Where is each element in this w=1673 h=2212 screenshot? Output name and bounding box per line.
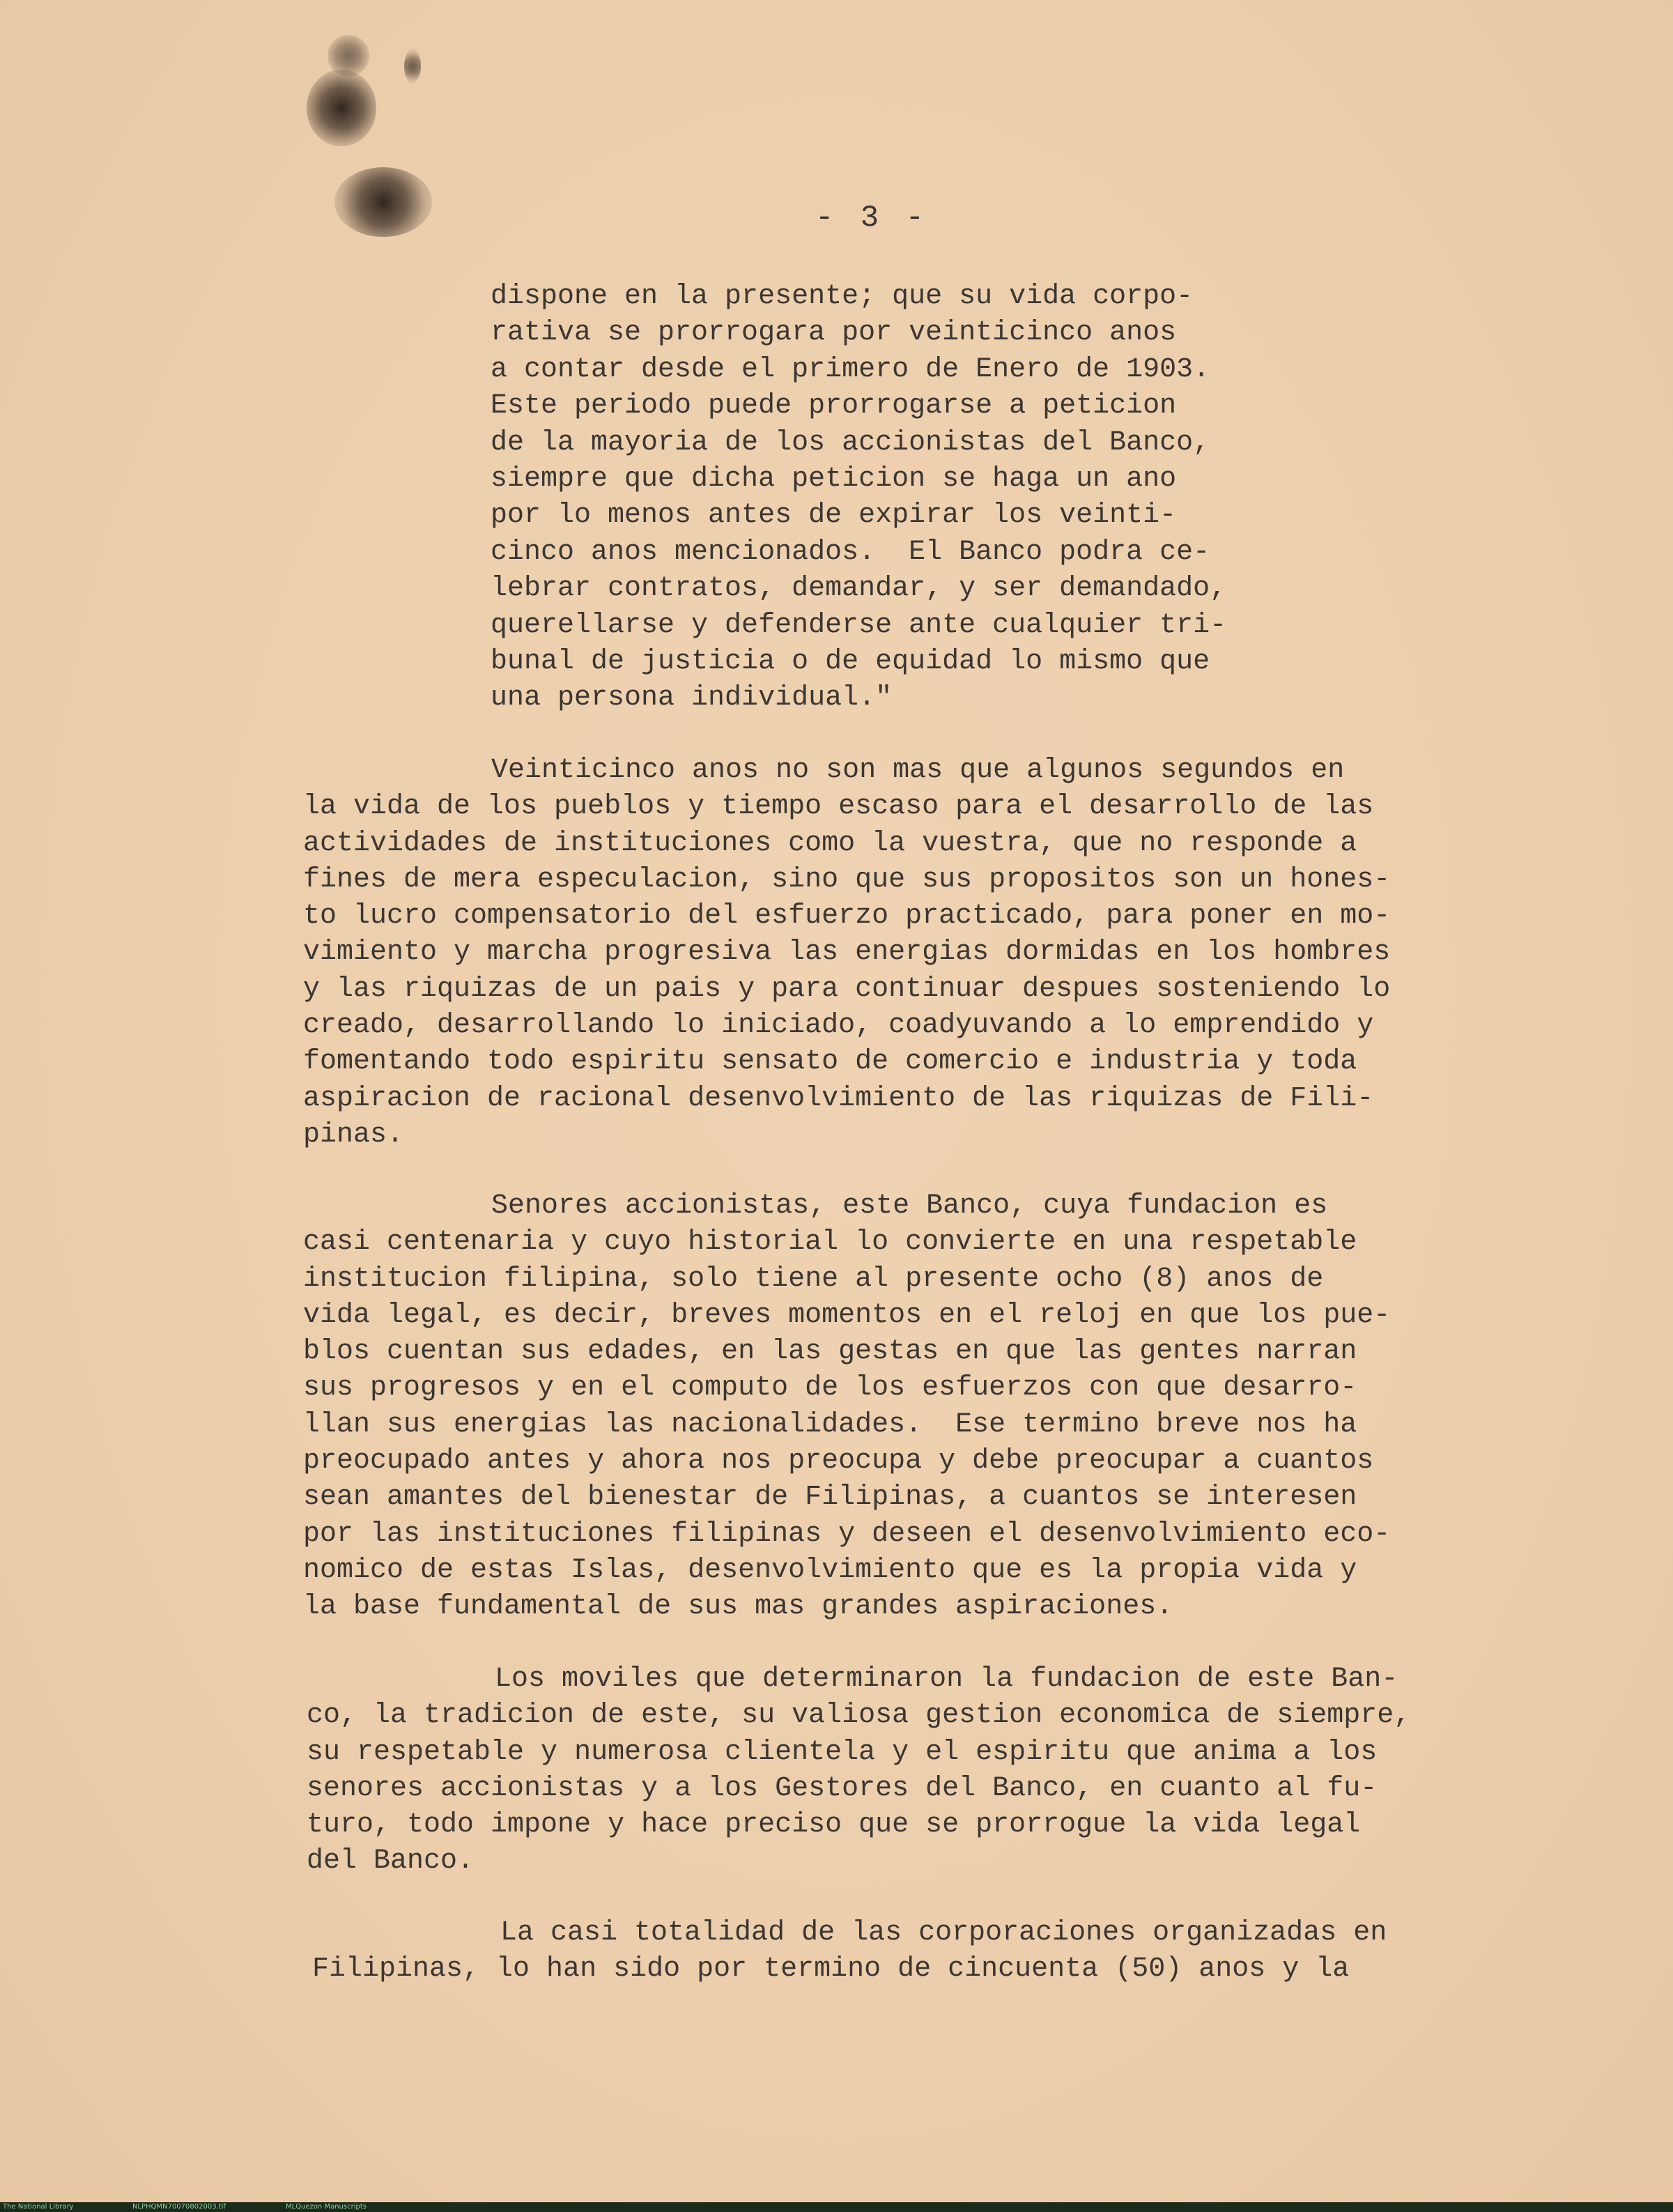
text-line: aspiracion de racional desenvolvimiento de las riquizas de Fili- bbox=[303, 1082, 1374, 1114]
text-line: to lucro compensatorio del esfuerzo practicado, para poner en mo- bbox=[303, 900, 1391, 932]
text-line: Senores accionistas, este Banco, cuya fundacion es bbox=[491, 1190, 1328, 1222]
text-line: rativa se prorrogara por veinticinco anos bbox=[491, 317, 1177, 349]
text-line: sus progresos y en el computo de los esfuerzos con que desarro- bbox=[303, 1372, 1357, 1404]
text-line: Veinticinco anos no son mas que algunos segundos en bbox=[491, 755, 1345, 786]
text-line: del Banco. bbox=[307, 1845, 475, 1877]
text-line: vimiento y marcha progresiva las energias dormidas en los hombres bbox=[303, 937, 1391, 969]
paragraph bbox=[303, 1188, 1488, 1626]
scan-footer-bar bbox=[0, 2202, 1673, 2212]
text-line: su respetable y numerosa clientela y el espiritu que anima a los bbox=[307, 1736, 1378, 1768]
text-line: por lo menos antes de expirar los veinti- bbox=[491, 500, 1177, 532]
text-line: sean amantes del bienestar de Filipinas, a cuantos se interesen bbox=[303, 1482, 1357, 1514]
ink-stain bbox=[404, 49, 421, 84]
quoted-passage bbox=[491, 279, 1480, 717]
text-line: institucion filipina, solo tiene al presente ocho (8) anos de bbox=[303, 1263, 1324, 1295]
text-line: preocupado antes y ahora nos preocupa y debe preocupar a cuantos bbox=[303, 1445, 1374, 1477]
text-line: nomico de estas Islas, desenvolvimiento que es la propia vida y bbox=[303, 1554, 1357, 1586]
text-line: casi centenaria y cuyo historial lo convierte en una respetable bbox=[303, 1227, 1357, 1259]
text-line: y las riquizas de un pais y para continuar despues sosteniendo lo bbox=[303, 973, 1391, 1005]
text-line: vida legal, es decir, breves momentos en el reloj en que los pue- bbox=[303, 1299, 1391, 1331]
text-line: cinco anos mencionados. El Banco podra ce- bbox=[491, 536, 1210, 568]
text-line: querellarse y defenderse ante cualquier tri- bbox=[491, 609, 1227, 641]
text-line: dispone en la presente; que su vida corpo- bbox=[491, 281, 1194, 312]
ink-stain bbox=[307, 70, 376, 146]
text-line: actividades de instituciones como la vuestra, que no responde a bbox=[303, 827, 1357, 859]
page-number: - 3 - bbox=[815, 201, 929, 236]
text-line: la base fundamental de sus mas grandes aspiraciones. bbox=[303, 1591, 1173, 1623]
paragraph bbox=[303, 753, 1488, 1153]
text-line: Este periodo puede prorrogarse a peticion bbox=[491, 390, 1177, 422]
ink-stain bbox=[334, 167, 432, 237]
text-line: la vida de los pueblos y tiempo escaso para el desarrollo de las bbox=[303, 791, 1374, 823]
text-line: pinas. bbox=[303, 1119, 404, 1151]
text-line: Los moviles que determinaron la fundacion de este Ban- bbox=[495, 1664, 1398, 1695]
text-line: turo, todo impone y hace preciso que se prorrogue la vida legal bbox=[307, 1809, 1361, 1841]
text-line: por las instituciones filipinas y deseen el desenvolvimiento eco- bbox=[303, 1518, 1391, 1550]
footer-filename: NLPHQMN70070802003.tif bbox=[132, 2203, 226, 2211]
footer-library: The National Library bbox=[3, 2203, 74, 2211]
text-line: fomentando todo espiritu sensato de comercio e industria y toda bbox=[303, 1046, 1357, 1078]
text-line: Filipinas, lo han sido por termino de cincuenta (50) anos y la bbox=[312, 1953, 1350, 1986]
text-line: creado, desarrollando lo iniciado, coadyuvando a lo emprendido y bbox=[303, 1010, 1374, 1042]
ink-stain bbox=[327, 35, 369, 77]
text-line: senores accionistas y a los Gestores del Banco, en cuanto al fu- bbox=[307, 1772, 1378, 1804]
text-line: fines de mera especulacion, sino que sus propositos son un hones- bbox=[303, 863, 1391, 896]
footer-collection: MLQuezon Manuscripts bbox=[286, 2203, 367, 2211]
text-line: co, la tradicion de este, su valiosa gestion economica de siempre, bbox=[307, 1700, 1411, 1732]
text-line: bunal de justicia o de equidad lo mismo que bbox=[491, 646, 1210, 678]
text-line: siempre que dicha peticion se haga un ano bbox=[491, 463, 1177, 496]
paragraph bbox=[312, 1915, 1497, 1988]
text-line: blos cuentan sus edades, en las gestas en que las gentes narran bbox=[303, 1336, 1357, 1368]
text-line: a contar desde el primero de Enero de 1903. bbox=[491, 353, 1210, 385]
text-line: La casi totalidad de las corporaciones organizadas en bbox=[500, 1917, 1387, 1949]
text-line: de la mayoria de los accionistas del Banco, bbox=[491, 427, 1210, 459]
text-line: llan sus energias las nacionalidades. Ese termino breve nos ha bbox=[303, 1408, 1357, 1441]
paragraph bbox=[307, 1661, 1491, 1880]
text-line: lebrar contratos, demandar, y ser demandado, bbox=[491, 573, 1227, 605]
text-line: una persona individual." bbox=[491, 682, 893, 714]
